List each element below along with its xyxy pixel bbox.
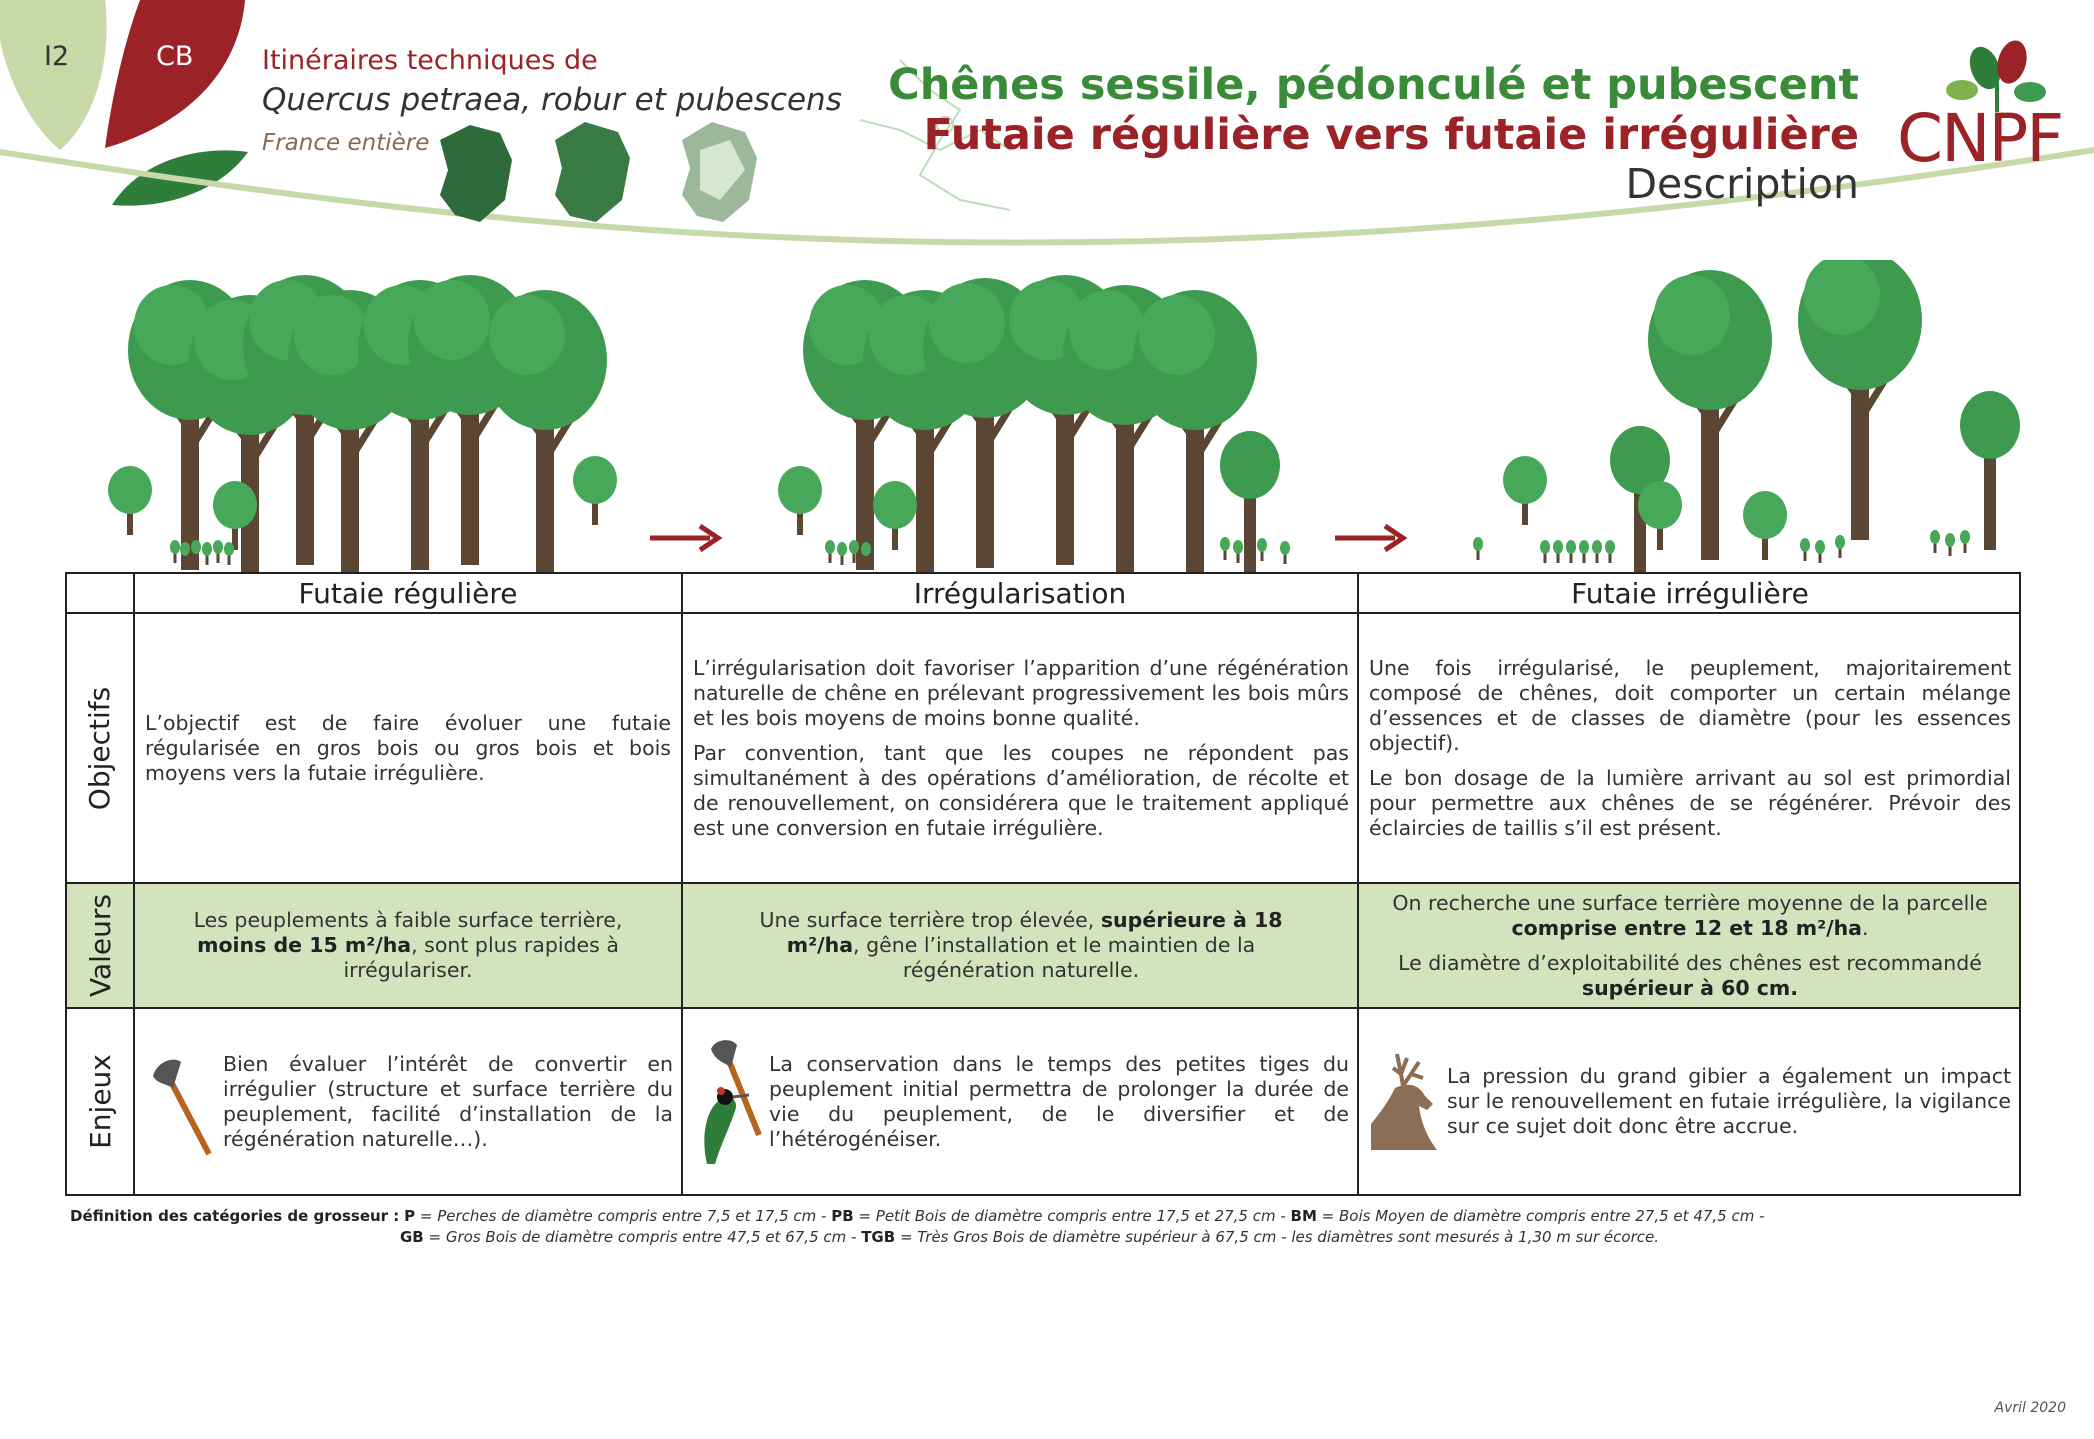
tab-cb-shape	[105, 0, 245, 148]
axe-icon	[147, 1054, 227, 1164]
enjeux-futaie-irreguliere: La pression du grand gibier a également un impact sur le renouvellement en futaie irrégulière, la vigilance sur ce sujet doit donc être accrue.	[1447, 1064, 2011, 1138]
enjeux-irregularisation: La conservation dans le temps des petites tiges du peuplement initial permettra de prolonger la durée de vie du peuplement, de le diversifier et de l’hétérogénéiser.	[769, 1051, 1349, 1151]
valeurs-irregularisation: Une surface terrière trop élevée, supérieure à 18 m²/ha, gêne l’installation et le maintien de la régénération naturelle.	[759, 908, 1283, 982]
row-label-objectifs: Objectifs	[83, 686, 117, 810]
tree-icon	[873, 481, 917, 550]
tab-cb: CB	[156, 41, 194, 72]
subtitle-line-1: Itinéraires techniques de	[262, 45, 598, 76]
tree-icon	[778, 466, 822, 535]
stand-irregular	[1473, 260, 2020, 572]
stand-transition	[778, 275, 1290, 572]
tab-i2-shape	[0, 0, 107, 150]
subtitle-scope: France entière	[262, 130, 430, 156]
footnote-definitions: Définition des catégories de grosseur : P = Perches de diamètre compris entre 7,5 et 17,5 cm - PB = Petit Bois de diamètre compris entre 17,5 et 27,5 cm - BM = Bois Moyen de diamètre compris entre 27,5 et 47,5 cm - GB = Gros Bois de diamètre compris entre 47,5 et 67,5 cm - TGB = Très Gros Bois de diamètre supérieur à 67,5 cm - les diamètres sont mesurés à 1,30 m sur écorce.	[70, 1207, 1765, 1246]
objectifs-futaie-reguliere: L’objectif est de faire évoluer une futaie régularisée en gros bois ou gros bois et bois moyens vers la futaie irrégulière.	[145, 710, 671, 785]
description-table	[65, 572, 2021, 1196]
stand-regular	[108, 275, 617, 572]
tree-icon	[1133, 290, 1257, 572]
valeurs-futaie-reguliere: Les peuplements à faible surface terrière, moins de 15 m²/ha, sont plus rapides à irrégulariser.	[193, 908, 623, 982]
objectifs-irregularisation: L’irrégularisation doit favoriser l’apparition d’une régénération naturelle de chêne en prélevant progressivement les bois mûrs et les bois moyens de moins bonne qualité. Par convention, tant que les coupes ne répondent pas simultanément à des opérations d’amélioration, de récolte et de renouvellement, on considérera que le traitement appliqué est une conversion en futaie irrégulière.	[693, 655, 1349, 840]
divider	[1357, 574, 1359, 1194]
row-label-enjeux: Enjeux	[83, 1054, 117, 1149]
subtitle-species: Quercus petraea, robur et pubescens	[262, 82, 842, 118]
france-map-icon	[440, 122, 757, 222]
tree-icon	[1743, 491, 1787, 560]
column-header-irregularisation: Irrégularisation	[913, 577, 1127, 610]
divider	[681, 574, 683, 1194]
page-title-description: Description	[1625, 160, 1859, 208]
row-label-valeurs: Valeurs	[83, 894, 117, 997]
forest-illustration	[0, 260, 2094, 572]
tree-icon	[1798, 260, 1922, 540]
arrow-right-icon	[650, 526, 718, 550]
page-title-treatment: Futaie régulière vers futaie irrégulière	[923, 110, 1859, 160]
arrow-right-icon	[1335, 526, 1403, 550]
valeurs-futaie-irreguliere: On recherche une surface terrière moyenne de la parcelle comprise entre 12 et 18 m²/ha. Le diamètre d’exploitabilité des chênes est recommandé supérieur à 60 cm.	[1392, 890, 1988, 1000]
tree-icon	[483, 290, 607, 572]
enjeux-futaie-reguliere: Bien évaluer l’intérêt de convertir en irrégulier (structure et surface terrière du peuplement, facilité d’installation de la régénération naturelle…).	[223, 1051, 673, 1151]
publication-date: Avril 2020	[1994, 1400, 2066, 1416]
column-header-futaie-irreguliere: Futaie irrégulière	[1571, 577, 1809, 610]
deer-icon	[1367, 1044, 1457, 1154]
tab-i2: I2	[44, 41, 70, 72]
tree-icon	[108, 466, 152, 535]
objectifs-futaie-irreguliere: Une fois irrégularisé, le peuplement, majoritairement composé de chênes, doit comporter un certain mélange d’essences et de classes de diamètre (pour les essences objectif). Le bon dosage de la lumière arrivant au sol est primordial pour permettre aux chênes de se régénérer. Prévoir des éclaircies de taillis s’il est présent.	[1369, 655, 2011, 840]
divider	[133, 574, 135, 1194]
page-title-species: Chênes sessile, pédonculé et pubescent	[888, 60, 1859, 110]
woodpecker-icon	[697, 1039, 777, 1169]
tree-icon	[1220, 431, 1280, 572]
column-header-futaie-reguliere: Futaie régulière	[298, 577, 518, 610]
tree-icon	[573, 456, 617, 525]
tree-icon	[1960, 391, 2020, 550]
cnpf-logo: CNPF	[1897, 100, 2063, 177]
tree-icon	[1503, 456, 1547, 525]
